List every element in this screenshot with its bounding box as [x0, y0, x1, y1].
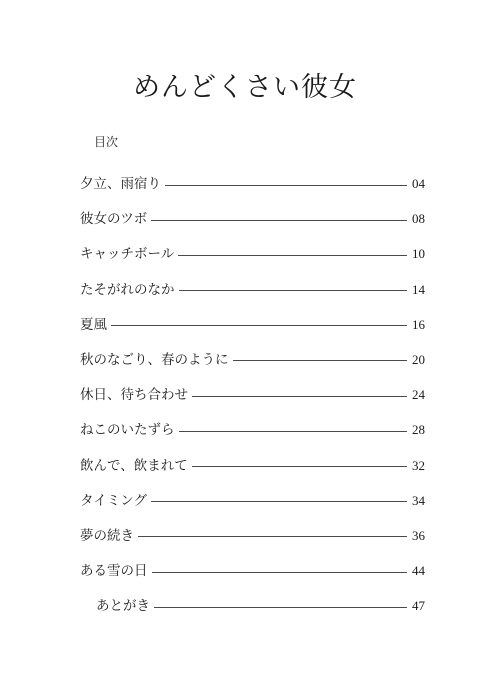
toc-entry-label: 飲んで、飲まれて — [80, 457, 188, 474]
toc-entry-6[interactable] — [80, 348, 425, 372]
leader-line — [233, 360, 408, 361]
leader-line — [138, 536, 407, 537]
page-title: めんどくさい彼女 — [133, 72, 357, 103]
toc-entry-page: 10 — [412, 246, 425, 262]
toc-entry-page: 47 — [412, 598, 425, 614]
toc-entry-label: たそがれのなか — [80, 281, 175, 298]
toc-entry-3[interactable] — [80, 242, 425, 266]
toc-entry-5[interactable] — [80, 313, 425, 337]
toc-entry-label: 休日、待ち合わせ — [80, 387, 188, 404]
toc-entry-page: 28 — [412, 422, 425, 438]
leader-line — [152, 572, 408, 573]
table-of-contents — [80, 172, 425, 629]
toc-entry-page: 44 — [412, 563, 425, 579]
leader-line — [151, 220, 407, 221]
toc-entry-page: 14 — [412, 281, 425, 297]
toc-entry-4[interactable] — [80, 278, 425, 302]
toc-entry-10[interactable] — [80, 489, 425, 513]
toc-entry-page: 20 — [412, 351, 425, 367]
toc-entry-2[interactable] — [80, 207, 425, 231]
toc-entry-page: 34 — [412, 492, 425, 508]
toc-entry-page: 24 — [412, 387, 425, 403]
toc-heading: 目次 — [94, 135, 119, 149]
toc-entry-1[interactable] — [80, 172, 425, 196]
toc-entry-label: 秋のなごり、春のように — [80, 351, 229, 368]
toc-entry-label: タイミング — [80, 492, 147, 509]
toc-entry-9[interactable] — [80, 454, 425, 478]
toc-entry-label: ねこのいたずら — [80, 422, 175, 439]
toc-entry-12[interactable] — [80, 559, 425, 583]
toc-entry-page: 36 — [412, 527, 425, 543]
leader-line — [111, 325, 407, 326]
toc-entry-label: あとがき — [96, 598, 150, 615]
toc-entry-label: 夕立、雨宿り — [80, 176, 161, 192]
toc-entry-label: 夏風 — [80, 316, 107, 333]
toc-entry-11[interactable] — [80, 524, 425, 548]
toc-entry-label: 夢の続き — [80, 527, 134, 544]
leader-line — [192, 466, 407, 467]
toc-entry-label: 彼女のツボ — [80, 211, 148, 228]
leader-line — [154, 607, 407, 608]
leader-line — [178, 255, 407, 256]
toc-entry-label: キャッチボール — [80, 246, 175, 263]
toc-entry-afterword[interactable] — [80, 594, 425, 618]
toc-entry-page: 04 — [412, 176, 425, 191]
leader-line — [192, 396, 407, 397]
toc-entry-7[interactable] — [80, 383, 425, 407]
leader-line — [165, 185, 407, 186]
leader-line — [151, 501, 407, 502]
toc-entry-page: 16 — [412, 316, 425, 332]
leader-line — [179, 290, 408, 291]
toc-entry-8[interactable] — [80, 418, 425, 442]
toc-entry-label: ある雪の日 — [80, 563, 148, 580]
toc-entry-page: 32 — [412, 457, 425, 473]
toc-entry-page: 08 — [412, 211, 425, 227]
leader-line — [179, 431, 408, 432]
